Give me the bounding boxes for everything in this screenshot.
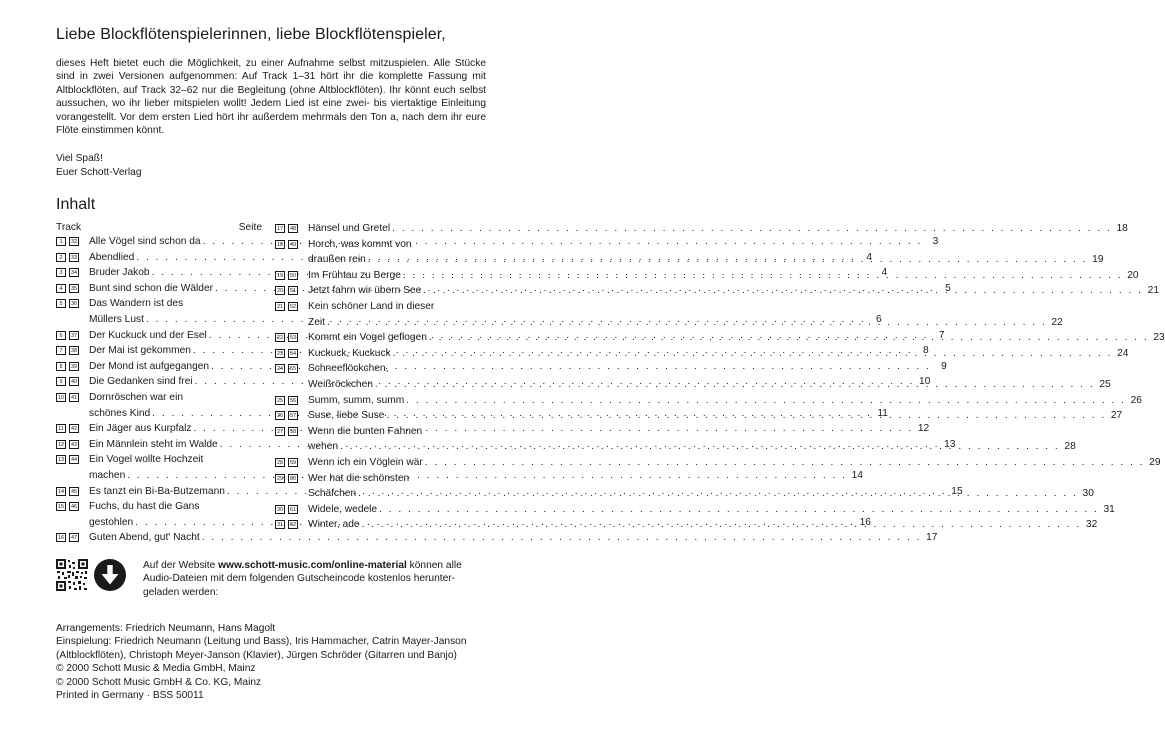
song-title: Der Mond ist aufgegangen: [89, 360, 210, 372]
page-number: 8: [922, 345, 929, 357]
track-number-box: 33: [70, 254, 78, 261]
song-title: Ein Vogel wollte Hochzeit: [89, 454, 204, 466]
toc-entry-line: [308, 346, 1128, 362]
song-title: Bruder Jakob: [89, 267, 150, 279]
toc-entry: [275, 299, 1063, 330]
page-number: 25: [1099, 378, 1111, 390]
toc-entry-line: [308, 424, 1076, 440]
dot-leader: [358, 486, 1078, 502]
song-title: gestohlen: [89, 516, 134, 528]
page-number: 4: [881, 267, 888, 279]
toc-column-header: [56, 221, 262, 234]
track-number-box: 59: [289, 459, 297, 466]
track-number-box: 18: [276, 241, 284, 248]
track-number-box: 23: [276, 350, 284, 357]
track-number-box: 11: [56, 424, 66, 433]
page-heading: Liebe Blockflötenspielerinnen, liebe Blockflötenspieler,: [56, 26, 446, 43]
dot-leader: [375, 377, 1095, 393]
toc-entry: [275, 346, 1129, 362]
toc-entry: [275, 502, 1115, 518]
toc-entry-text: [308, 471, 1094, 502]
track-number-box: 1: [56, 237, 66, 246]
song-title: Zeit: [308, 316, 325, 328]
song-title: Die Gedanken sind frei: [89, 376, 193, 388]
toc-entry-text: [308, 346, 1128, 362]
page-number: 9: [941, 360, 947, 372]
track-number-box: 38: [70, 348, 78, 355]
toc-entry-line: [308, 393, 1142, 409]
closing-block: [56, 152, 142, 179]
toc-entry-line: [308, 221, 1128, 237]
track-numbers: [56, 530, 89, 542]
toc-entry-text: [308, 283, 1159, 299]
track-number-box: 29: [276, 475, 284, 482]
page-number: 7: [938, 329, 945, 341]
page-number: 14: [851, 469, 863, 481]
track-number-box: 49: [289, 241, 297, 248]
track-numbers: [56, 234, 89, 246]
track-numbers: [275, 517, 308, 529]
track-number-box: 45: [70, 488, 78, 495]
page-number: 11: [877, 407, 888, 419]
track-numbers: [275, 268, 308, 280]
toc-entry: [275, 237, 1104, 268]
page-number: 23: [1153, 332, 1165, 344]
page-number: 6: [875, 313, 882, 325]
track-number-box: 36: [70, 301, 78, 308]
toc-entry-line: [308, 315, 1063, 331]
track-number-box: 54: [289, 350, 297, 357]
track-number-box: 60: [289, 475, 297, 482]
track-number-box: 40: [70, 379, 78, 386]
track-number-box: 53: [289, 335, 297, 342]
track-number-box: 37: [70, 332, 78, 339]
track-number-box: 47: [70, 535, 78, 542]
toc-page-label: Seite: [238, 222, 262, 233]
song-title: wehen: [308, 441, 339, 453]
track-numbers: [56, 374, 89, 386]
track-numbers: [56, 343, 89, 355]
song-title: Wenn ich ein Vöglein wär: [308, 456, 423, 468]
song-title: Suse, liebe Suse: [308, 410, 385, 422]
online-material-link[interactable]: www.schott-music.com/online-material: [218, 560, 407, 571]
page-number: 4: [866, 251, 873, 263]
track-numbers: [56, 421, 89, 433]
song-title: Kein schöner Land in dieser: [308, 300, 435, 312]
toc-entry-text: [308, 393, 1142, 409]
closing-greeting: Viel Spaß!: [56, 153, 103, 164]
toc-entry-line: [308, 377, 1111, 393]
toc-entry-line: [308, 268, 1139, 284]
track-number-box: 55: [289, 366, 297, 373]
track-numbers: [275, 471, 308, 483]
track-number-box: 48: [289, 226, 297, 232]
track-number-box: 61: [289, 506, 297, 513]
song-title: Winter, ade: [308, 519, 360, 531]
track-numbers: [275, 455, 308, 467]
toc-title: Inhalt: [56, 196, 96, 213]
dot-leader: [362, 517, 1082, 533]
track-number-box: 14: [57, 488, 65, 495]
toc-entry-text: [308, 299, 1063, 330]
track-number-box: 25: [276, 397, 284, 404]
toc-entry-line: [308, 517, 1097, 533]
track-numbers: [275, 346, 308, 358]
song-title: Der Mai ist gekommen: [89, 345, 191, 357]
toc-entry-line: [308, 471, 1094, 487]
page-number: 32: [1085, 519, 1098, 531]
track-number-box: 43: [70, 441, 78, 448]
song-title: Abendlied: [89, 251, 135, 263]
track-number-box: 57: [289, 413, 297, 420]
toc-entry: [275, 221, 1128, 237]
qr-code-icon: [56, 559, 88, 591]
track-number-box: 28: [276, 459, 284, 466]
toc-entry-line: [308, 408, 1122, 424]
song-title: Wenn die bunten Fahnen: [308, 425, 423, 437]
page-number: 5: [945, 282, 951, 294]
track-number-box: 7: [56, 346, 66, 355]
track-number-box: 3: [56, 268, 66, 277]
song-title: Dornröschen war ein: [89, 391, 183, 403]
dot-leader: [425, 455, 1145, 471]
toc-entry-line: [308, 237, 1104, 253]
song-title: Schneeflöckchen,: [308, 363, 389, 375]
song-title: Kommt ein Vogel geflogen: [308, 332, 427, 344]
song-title: Kuckuck, Kuckuck: [308, 347, 391, 359]
toc-entry-line: [308, 299, 1063, 315]
page-number: 18: [1116, 223, 1128, 234]
track-number-box: 5: [56, 299, 66, 308]
song-title: draußen rein: [308, 254, 366, 266]
dot-leader: [340, 439, 1060, 455]
song-title: Ein Männlein steht im Walde: [89, 438, 218, 450]
toc-entry-text: [308, 502, 1115, 518]
credits-printed: Printed in Germany · BSS 50011: [56, 690, 204, 702]
track-numbers: [275, 237, 308, 249]
track-numbers: [56, 499, 89, 511]
toc-entry-text: [308, 455, 1161, 471]
track-number-box: 24: [276, 366, 284, 373]
toc-entry-line: [308, 502, 1115, 518]
track-number-box: 51: [289, 288, 297, 295]
track-number-box: 44: [70, 457, 78, 464]
page-number: 15: [951, 485, 963, 497]
track-number-box: 12: [57, 441, 65, 448]
online-text-after: können alle Audio-Dateien mit dem folgenden Gutscheincode kostenlos heruntergeladen werden:: [143, 560, 462, 598]
toc-entry: [275, 517, 1098, 533]
track-numbers: [56, 281, 89, 293]
page-number: 10: [919, 376, 931, 388]
dot-leader: [327, 315, 1047, 331]
song-title: Wer hat die schönsten: [308, 472, 410, 484]
song-title: Alle Vögel sind schon da: [89, 236, 201, 247]
intro-paragraph: dieses Heft bietet euch die Möglichkeit, zu einer Aufnahme selbst mitzuspielen. Alle Stücke sind in zwei Versionen aufgenommen: Auf Track 1–31 hört ihr die komplette Fassung mit Altblockflöten, auf Track 32–62 nur die Begleitung (ohne Altblockflöten). Ihr könnt euch selbst aussuchen, wo ihr lieber mitspielen wollt! Jedem Lied ist eine zwei- bis viertaktige Einleitung vorangestellt. Vor dem ersten Lied hört ihr außerdem mehrmals den Ton a, nach dem ihr eure Flöte einstimmen könnt.: [56, 58, 486, 137]
track-numbers: [275, 361, 308, 373]
track-numbers: [56, 484, 89, 496]
track-number-box: 32: [70, 239, 78, 245]
page-number: 19: [1092, 254, 1104, 266]
online-text-before: Auf der Website: [143, 560, 219, 571]
song-title: Widele, wedele: [308, 503, 378, 515]
track-number-box: 9: [56, 377, 66, 386]
credits-copyright-1: © 2000 Schott Music & Media GmbH, Mainz: [56, 663, 256, 675]
track-number-box: 22: [276, 335, 284, 342]
track-numbers: [275, 424, 308, 436]
track-numbers: [275, 283, 308, 295]
toc-entry-text: [308, 268, 1139, 284]
track-number-box: 56: [289, 397, 297, 404]
track-number-box: 58: [289, 428, 297, 435]
track-number-box: 6: [56, 331, 66, 340]
credits-recording: Einspielung: Friedrich Neumann (Leitung und Bass), Iris Hammacher, Catrin Mayer-Janson (Altblockflöten), Christoph Meyer-Janson (Klavier), Jürgen Schröder (Gitarren und Banjo): [56, 636, 467, 661]
dot-leader: [406, 393, 1126, 409]
toc-entry-line: [308, 455, 1161, 471]
track-numbers: [56, 359, 89, 371]
dot-leader: [386, 408, 1106, 424]
track-number-box: 35: [70, 285, 78, 292]
song-title: Horch, was kommt von: [308, 238, 412, 250]
track-number-box: 8: [56, 362, 66, 371]
download-arrow-icon: [94, 559, 126, 591]
page-number: 12: [917, 423, 930, 435]
track-number-box: 21: [276, 303, 284, 310]
page-number: 13: [944, 438, 956, 450]
toc-entry: [275, 455, 1161, 471]
toc-track-label: Track: [56, 222, 82, 233]
track-number-box: 31: [276, 522, 284, 529]
track-numbers: [56, 452, 89, 464]
page-number: 28: [1064, 441, 1076, 453]
dot-leader: [429, 330, 1149, 346]
dot-leader: [379, 502, 1099, 518]
song-title: Weißröckchen: [308, 378, 373, 390]
toc-entry-text: [308, 424, 1076, 455]
track-numbers: [275, 221, 308, 233]
track-numbers: [275, 408, 308, 420]
song-title: Bunt sind schon die Wälder: [89, 282, 214, 294]
toc-entry-text: [308, 361, 1111, 392]
credits-copyright-2: © 2000 Schott Music GmbH & Co. KG, Mainz: [56, 676, 262, 688]
song-title: Guten Abend, gut' Nacht: [89, 532, 200, 544]
track-number-box: 10: [57, 394, 65, 401]
track-number-box: 2: [56, 253, 66, 262]
toc-entry-line: [308, 252, 1104, 268]
toc-entry-text: [308, 221, 1128, 237]
toc-entry-line: [308, 439, 1076, 455]
song-title: Es tanzt ein Bi-Ba-Butzemann: [89, 485, 225, 497]
track-number-box: 42: [70, 426, 78, 433]
song-title: Schäfchen: [308, 488, 357, 500]
toc-entry-text: [308, 408, 1122, 424]
track-number-box: 13: [57, 457, 65, 464]
song-title: schönes Kind: [89, 407, 151, 419]
page-number: 31: [1103, 503, 1115, 515]
song-title: Im Frühtau zu Berge: [308, 269, 401, 281]
song-title: Das Wandern ist des: [89, 298, 184, 310]
credits-block: [56, 622, 476, 702]
track-number-box: 39: [70, 363, 78, 370]
track-number-box: 26: [276, 413, 284, 420]
toc-entry-text: [308, 237, 1104, 268]
page-number: 30: [1082, 488, 1094, 500]
dot-leader: [403, 268, 1123, 284]
dot-leader: [392, 221, 1112, 237]
track-number-box: 41: [70, 394, 78, 401]
song-title: Summ, summ, summ: [308, 394, 405, 406]
track-number-box: 50: [289, 272, 297, 279]
song-title: Ein Jäger aus Kurpfalz: [89, 423, 192, 435]
page-number: 16: [859, 516, 871, 528]
song-title: Fuchs, du hast die Gans: [89, 501, 200, 513]
track-number-box: 4: [56, 284, 66, 293]
track-number-box: 19: [276, 272, 284, 279]
toc-entry-line: [308, 283, 1159, 299]
track-numbers: [56, 328, 89, 340]
track-number-box: 27: [276, 428, 284, 435]
toc-entry: [56, 530, 938, 546]
track-numbers: [275, 330, 308, 342]
track-number-box: 15: [57, 504, 65, 511]
credits-arrangements: Arrangements: Friedrich Neumann, Hans Magolt: [56, 623, 276, 634]
closing-signature: Euer Schott-Verlag: [56, 166, 142, 178]
track-number-box: 16: [57, 535, 65, 542]
song-title: Der Kuckuck und der Esel: [89, 329, 207, 341]
page-number: 22: [1051, 316, 1063, 328]
dot-leader: [423, 283, 1143, 299]
song-title: Jetzt fahrn wir übern See: [308, 285, 422, 297]
page-number: 21: [1147, 285, 1159, 297]
page-number: 29: [1149, 456, 1161, 468]
toc-entry-text: [308, 517, 1097, 533]
page-number: 26: [1130, 394, 1142, 406]
toc-entry: [275, 330, 1165, 346]
toc-entry: [275, 268, 1139, 284]
song-title: Hänsel und Gretel: [308, 223, 391, 234]
track-numbers: [56, 296, 89, 308]
track-number-box: 20: [276, 288, 284, 295]
track-numbers: [56, 390, 89, 402]
track-numbers: [56, 437, 89, 449]
track-numbers: [56, 265, 89, 277]
page-number: 27: [1110, 410, 1123, 422]
song-title: Müllers Lust: [89, 313, 144, 325]
track-number-box: 17: [276, 226, 284, 232]
track-number-box: 52: [289, 303, 297, 310]
track-numbers: [56, 250, 89, 262]
track-number-box: 62: [289, 522, 297, 529]
toc-entry: [275, 283, 1159, 299]
toc-entry-line: [308, 330, 1165, 346]
page-number: 24: [1117, 347, 1129, 359]
toc-entry-line: [308, 361, 1111, 377]
track-number-box: 46: [70, 504, 78, 511]
song-title: machen: [89, 469, 126, 481]
dot-leader: [368, 252, 1088, 268]
page-number: 3: [932, 236, 939, 247]
track-number-box: 30: [276, 506, 284, 513]
track-numbers: [275, 502, 308, 514]
track-numbers: [275, 393, 308, 405]
page-number: 20: [1127, 269, 1139, 281]
online-material-note: [143, 559, 485, 599]
toc-entry: [275, 393, 1142, 409]
toc-entry-text: [308, 330, 1165, 346]
toc-entry-line: [308, 486, 1094, 502]
track-number-box: 34: [70, 270, 78, 277]
dot-leader: [393, 346, 1113, 362]
track-numbers: [275, 299, 308, 311]
page-number: 17: [926, 532, 938, 544]
